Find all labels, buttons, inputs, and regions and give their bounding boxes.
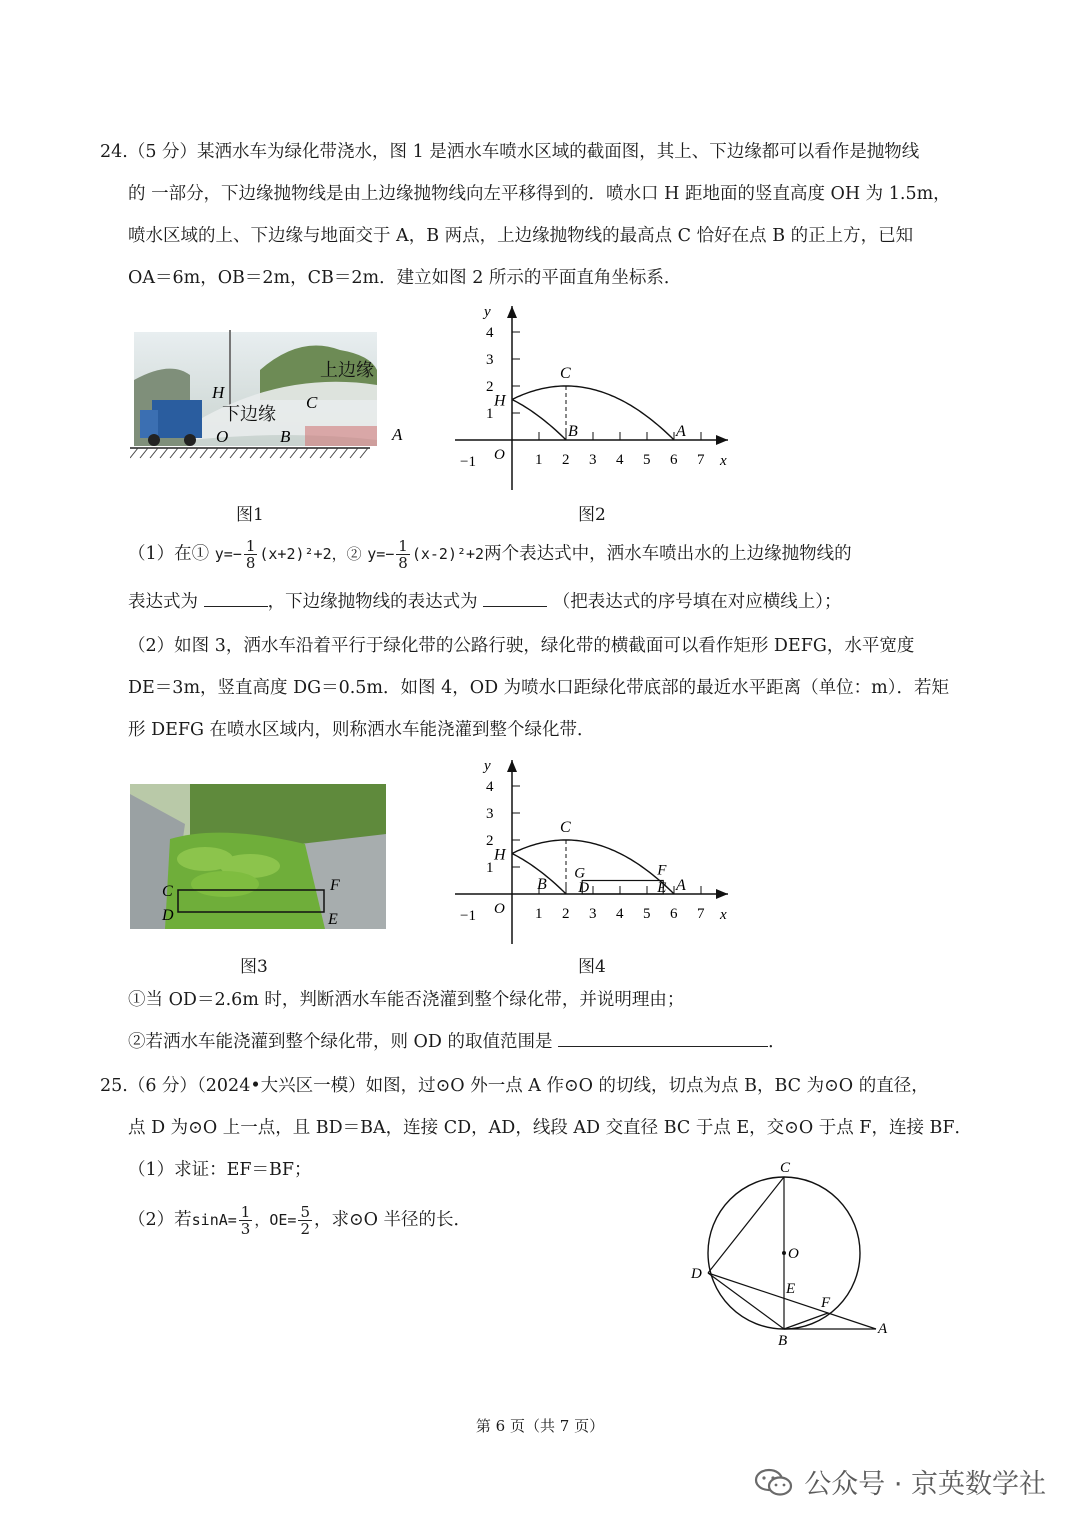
label-E: E [328, 911, 338, 928]
x-tick-label: 4 [616, 452, 624, 468]
x-tick-label: 3 [589, 906, 597, 922]
frac-den: 8 [245, 554, 256, 572]
q24-part1-line1 [128, 538, 852, 571]
segment-BD [708, 1273, 784, 1329]
q24-part2-line3: 形 DEFG 在喷水区域内，则称洒水车能浇灌到整个绿化带． [128, 720, 595, 740]
x-tick-label: 6 [670, 906, 678, 922]
label-F: F [821, 1295, 831, 1311]
expr2-fraction [396, 538, 410, 571]
y-axis-label: y [484, 304, 491, 320]
segment-BF [784, 1313, 828, 1329]
rectangle-DEFG [582, 881, 663, 895]
label-C: C [780, 1160, 791, 1176]
label-B: B [778, 1333, 788, 1349]
label-C: C [162, 883, 173, 900]
label-C: C [560, 819, 571, 836]
center-point [782, 1251, 786, 1255]
x-axis-label: x [720, 453, 727, 469]
x-tick-label: 2 [562, 906, 570, 922]
part1-text-a: 表达式为 [128, 592, 198, 612]
expr2-rhs: (x-2)²+2 [411, 545, 485, 563]
x-tick-label: 2 [562, 452, 570, 468]
oe-den: 2 [300, 1220, 310, 1238]
q25-part1: （1）求证：EF＝BF； [128, 1160, 312, 1180]
sin-den: 3 [240, 1220, 251, 1238]
label-O: O [216, 427, 229, 446]
label-upper-edge: 上边缘 [320, 360, 374, 380]
y-tick-label: 2 [486, 379, 494, 395]
q24-sub1: ①当 OD＝2.6m 时，判断洒水车能否浇灌到整个绿化带，并说明理由； [128, 990, 685, 1010]
q24-line-2: 的 一部分，下边缘抛物线是由上边缘抛物线向左平移得到的．喷水口 H 距地面的竖直高度 OH 为 1.5m， [128, 184, 951, 204]
expr1-lhs: y=− [214, 545, 242, 563]
y-axis-label: y [484, 758, 491, 774]
part1-text-b: ，下边缘抛物线的表达式为 [267, 592, 478, 612]
answer-blank-range[interactable] [558, 1030, 768, 1047]
label-lower-edge: 下边缘 [222, 404, 276, 424]
label-C: C [560, 365, 571, 382]
sub2-end: ． [768, 1032, 786, 1052]
origin-label: O [494, 901, 505, 917]
label-A: A [676, 423, 686, 440]
figure-2 [450, 298, 740, 498]
expr1-fraction [244, 538, 258, 571]
frac-den: 8 [398, 554, 408, 572]
x-neg-label: −1 [460, 908, 476, 924]
label-D: D [578, 880, 590, 896]
expr2-lhs: y=− [367, 545, 395, 563]
q24-sub2 [128, 1030, 786, 1054]
sin-lhs: sinA= [191, 1211, 237, 1229]
x-tick-label: 7 [697, 452, 705, 468]
y-tick-label: 3 [486, 806, 494, 822]
fig2-caption: 图2 [578, 505, 606, 525]
label-A: A [878, 1321, 888, 1337]
watermark [754, 1462, 1046, 1501]
y-axis-arrow [507, 306, 517, 318]
label-A: A [676, 877, 686, 894]
q24-part1-line2 [128, 590, 841, 614]
origin-label: O [494, 447, 505, 463]
x-neg-label: −1 [460, 454, 476, 470]
label-E: E [657, 880, 667, 896]
label-F: F [657, 862, 667, 879]
y-tick-label: 4 [486, 325, 494, 341]
x-tick-label: 5 [643, 452, 651, 468]
truck-wheel [148, 434, 160, 446]
expr1-rhs: (x+2)²+2，② [259, 545, 362, 563]
x-axis-label: x [720, 907, 727, 923]
oe-fraction [298, 1204, 312, 1237]
frac-num: 1 [398, 537, 408, 555]
q25-part2 [128, 1204, 471, 1237]
part1-prefix: （1）在① [128, 544, 210, 564]
x-axis-arrow [716, 435, 728, 445]
label-F: F [330, 877, 340, 894]
y-tick-label: 1 [486, 860, 494, 876]
label-H: H [494, 846, 506, 864]
x-axis-arrow [716, 889, 728, 899]
label-D: D [691, 1266, 702, 1282]
figure-3 [130, 784, 390, 934]
q24-number: 24. [100, 142, 128, 162]
label-G: G [574, 865, 586, 882]
part1-suffix: 两个表达式中，洒水车喷出水的上边缘抛物线的 [484, 544, 852, 564]
label-B: B [568, 423, 578, 440]
q24-part2-line1: （2）如图 3，洒水车沿着平行于绿化带的公路行驶，绿化带的横截面可以看作矩形 DEFG，水平宽度 [128, 636, 915, 656]
y-axis-arrow [507, 760, 517, 772]
label-E: E [786, 1281, 796, 1297]
label-H: H [212, 383, 225, 402]
q24-line-3: 喷水区域的上、下边缘与地面交于 A，B 两点，上边缘抛物线的最高点 C 恰好在点 B 的正上方，已知 [128, 226, 914, 246]
label-D: D [162, 907, 174, 924]
oe-lhs: ，OE= [254, 1211, 297, 1229]
x-tick-label: 3 [589, 452, 597, 468]
x-tick-label: 6 [670, 452, 678, 468]
fig4-caption: 图4 [578, 957, 606, 977]
x-tick-label: 4 [616, 906, 624, 922]
truck-wheel [184, 434, 196, 446]
y-tick-label: 4 [486, 779, 494, 795]
sub2-text: ②若洒水车能浇灌到整个绿化带，则 OD 的取值范围是 [128, 1032, 553, 1052]
q24-line-1 [100, 140, 919, 164]
y-tick-label: 2 [486, 833, 494, 849]
part2-suffix: ，求⊙O 半径的长． [313, 1210, 472, 1230]
x-tick-label: 1 [535, 906, 543, 922]
flower-bed [305, 426, 377, 446]
q25-number: 25. [100, 1076, 128, 1096]
truck-cab [140, 410, 158, 438]
sin-num: 1 [240, 1203, 251, 1221]
q24-part2-line2: DE＝3m，竖直高度 DG＝0.5m．如图 4，OD 为喷水口距绿化带底部的最近水平距离（单位：m）．若矩 [128, 678, 950, 698]
segment-CD [708, 1177, 784, 1273]
label-B: B [537, 876, 547, 893]
x-tick-label: 1 [535, 452, 543, 468]
y-tick-label: 3 [486, 352, 494, 368]
answer-blank-lower[interactable] [483, 590, 547, 607]
fig1-caption: 图1 [236, 505, 264, 525]
label-O: O [788, 1246, 799, 1262]
part2-prefix: （2）若 [128, 1210, 192, 1230]
page-footer: 第 6 页（共 7 页） [475, 1417, 605, 1435]
figure-4 [450, 752, 740, 952]
q25-line-1 [100, 1074, 929, 1098]
bush [191, 871, 259, 897]
wechat-icon [754, 1467, 794, 1497]
fig3-caption: 图3 [240, 957, 268, 977]
q24-text-1: 某洒水车为绿化带浇水，图 1 是洒水车喷水区域的截面图，其上、下边缘都可以看作是抛物线 [197, 142, 920, 162]
truck-tank [152, 400, 202, 438]
figure-circle [680, 1155, 900, 1355]
figure-1 [130, 330, 420, 465]
frac-num: 1 [245, 537, 256, 555]
sin-fraction [239, 1204, 253, 1237]
ground-hatch [130, 448, 368, 458]
q25-text-1: （6 分）（2024•大兴区一模）如图，过⊙O 外一点 A 作⊙O 的切线，切点为点 B，BC 为⊙O 的直径， [127, 1076, 929, 1096]
part1-text-c: （把表达式的序号填在对应横线上）； [552, 592, 842, 612]
label-C: C [306, 393, 318, 412]
upper-parabola [512, 386, 674, 440]
label-A: A [392, 425, 403, 444]
q25-line-2: 点 D 为⊙O 上一点，且 BD＝BA，连接 CD，AD，线段 AD 交直径 BC 于点 E，交⊙O 于点 F，连接 BF． [128, 1118, 973, 1138]
answer-blank-upper[interactable] [204, 590, 268, 607]
label-B: B [280, 427, 291, 446]
x-tick-label: 5 [643, 906, 651, 922]
q24-line-4: OA＝6m，OB＝2m，CB＝2m．建立如图 2 所示的平面直角坐标系． [128, 268, 682, 288]
x-tick-label: 7 [697, 906, 705, 922]
y-tick-label: 1 [486, 406, 494, 422]
watermark-text: 公众号 · 京英数学社 [804, 1469, 1046, 1500]
label-H: H [494, 392, 506, 410]
q24-score: （5 分） [127, 142, 198, 162]
oe-num: 5 [300, 1203, 310, 1221]
